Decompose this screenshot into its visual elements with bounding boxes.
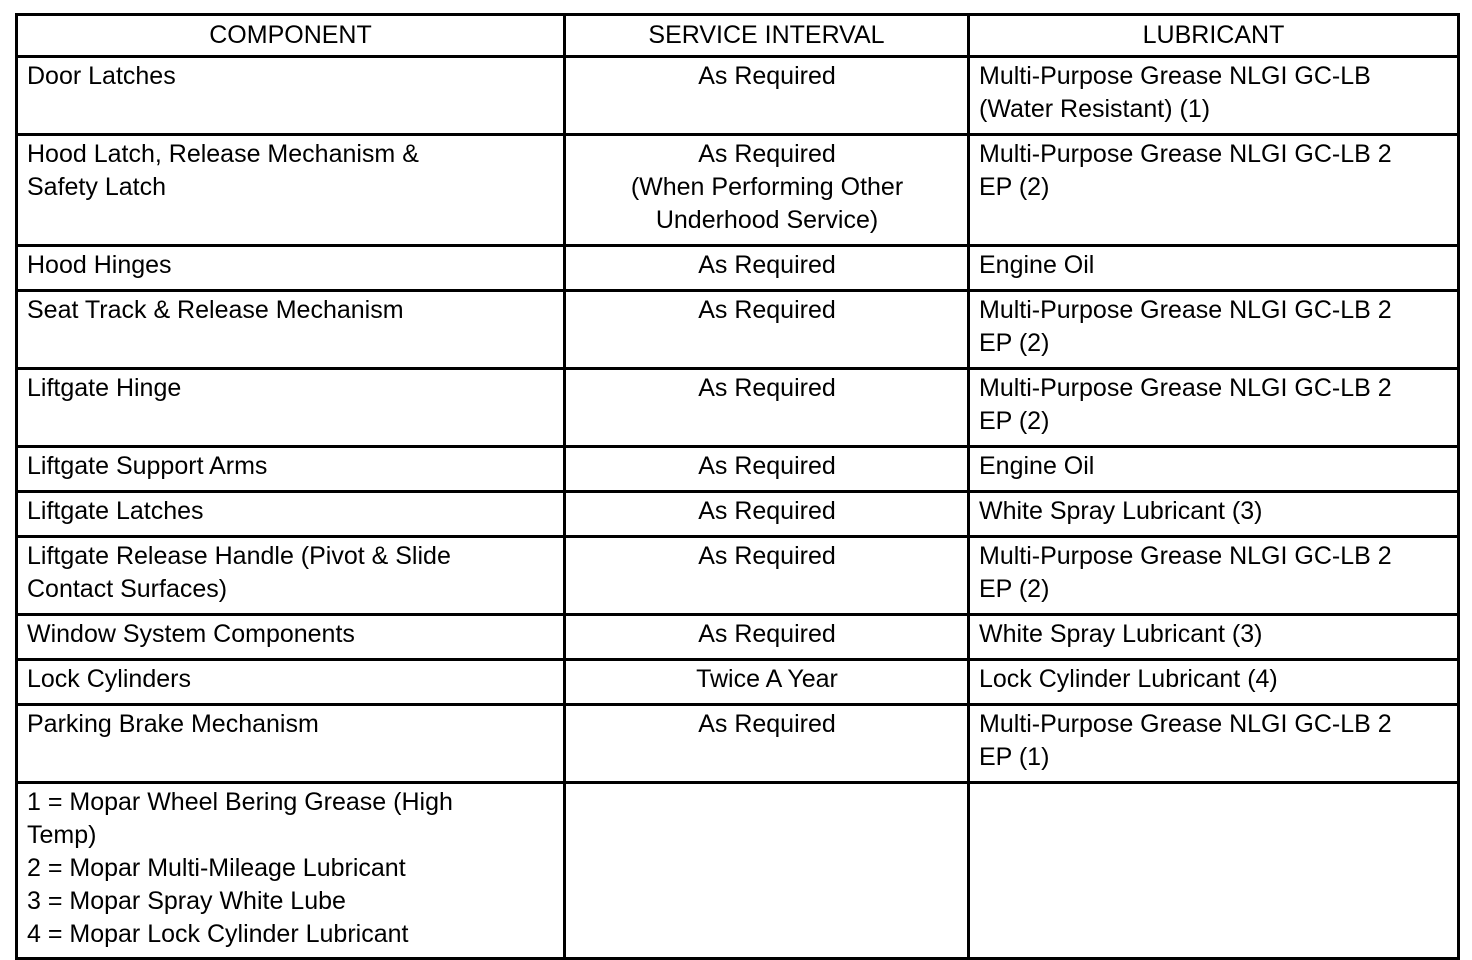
cell-line: As Required: [698, 140, 836, 168]
cell-line: Parking Brake Mechanism: [27, 710, 319, 738]
cell-line: Contact Surfaces): [27, 575, 228, 603]
footnote-line: 2 = Mopar Multi-Mileage Lubricant: [27, 854, 406, 882]
empty-cell: [565, 783, 969, 959]
footnote-line: 1 = Mopar Wheel Bering Grease (High: [27, 788, 453, 816]
cell-line: EP (2): [979, 329, 1050, 357]
lubricant-cell: [969, 660, 1459, 705]
cell-line: White Spray Lubricant (3): [979, 620, 1263, 648]
lubricant-cell: [969, 291, 1459, 369]
cell-line: Twice A Year: [696, 665, 838, 693]
interval-cell: [565, 705, 969, 783]
component-cell: [17, 615, 565, 660]
lubricant-cell: [969, 492, 1459, 537]
cell-line: EP (2): [979, 173, 1050, 201]
cell-line: Liftgate Hinge: [27, 374, 182, 402]
cell-line: EP (2): [979, 407, 1050, 435]
table-row: [17, 135, 1459, 246]
cell-line: Lock Cylinders: [27, 665, 191, 693]
component-cell: [17, 492, 565, 537]
cell-line: Engine Oil: [979, 251, 1095, 279]
interval-cell: [565, 135, 969, 246]
cell-line: Lock Cylinder Lubricant (4): [979, 665, 1278, 693]
footnote-line: 4 = Mopar Lock Cylinder Lubricant: [27, 920, 409, 948]
component-cell: [17, 660, 565, 705]
interval-cell: [565, 615, 969, 660]
footnotes-cell: [17, 783, 565, 959]
cell-line: Underhood Service): [655, 206, 879, 234]
component-cell: [17, 57, 565, 135]
interval-cell: [565, 246, 969, 291]
cell-line: As Required: [698, 296, 836, 324]
lubricant-cell: [969, 57, 1459, 135]
lubricant-cell: [969, 135, 1459, 246]
cell-line: As Required: [698, 374, 836, 402]
cell-line: As Required: [698, 542, 836, 570]
cell-line: Liftgate Latches: [27, 497, 204, 525]
cell-line: Seat Track & Release Mechanism: [27, 296, 404, 324]
table-row: [17, 246, 1459, 291]
component-cell: [17, 447, 565, 492]
table-row: [17, 660, 1459, 705]
lubricant-cell: [969, 537, 1459, 615]
cell-line: White Spray Lubricant (3): [979, 497, 1263, 525]
cell-line: Liftgate Release Handle (Pivot & Slide: [27, 542, 451, 570]
lubricant-cell: [969, 246, 1459, 291]
table-row: [17, 492, 1459, 537]
cell-line: EP (2): [979, 575, 1050, 603]
interval-cell: [565, 369, 969, 447]
component-cell: [17, 369, 565, 447]
footnote-line: Temp): [27, 821, 97, 849]
cell-line: Multi-Purpose Grease NLGI GC-LB 2: [979, 710, 1392, 738]
cell-line: Multi-Purpose Grease NLGI GC-LB: [979, 62, 1371, 90]
cell-line: Multi-Purpose Grease NLGI GC-LB 2: [979, 374, 1392, 402]
cell-line: As Required: [698, 452, 836, 480]
interval-cell: [565, 291, 969, 369]
interval-cell: [565, 660, 969, 705]
table-row: [17, 291, 1459, 369]
interval-cell: [565, 57, 969, 135]
header-row: [17, 15, 1459, 57]
cell-line: Multi-Purpose Grease NLGI GC-LB 2: [979, 542, 1392, 570]
cell-line: Hood Hinges: [27, 251, 172, 279]
lubricant-cell: [969, 705, 1459, 783]
lubricant-cell: [969, 369, 1459, 447]
table-row: [17, 369, 1459, 447]
cell-line: As Required: [698, 62, 836, 90]
component-cell: [17, 291, 565, 369]
interval-cell: [565, 537, 969, 615]
cell-line: Hood Latch, Release Mechanism &: [27, 140, 419, 168]
component-cell: [17, 246, 565, 291]
cell-line: As Required: [698, 710, 836, 738]
lubricant-cell: [969, 615, 1459, 660]
lubricant-cell: [969, 447, 1459, 492]
cell-line: Multi-Purpose Grease NLGI GC-LB 2: [979, 296, 1392, 324]
table-row: [17, 615, 1459, 660]
cell-line: (Water Resistant) (1): [979, 95, 1211, 123]
cell-line: As Required: [698, 497, 836, 525]
component-cell: [17, 135, 565, 246]
empty-cell: [969, 783, 1459, 959]
table-row: [17, 537, 1459, 615]
cell-line: Liftgate Support Arms: [27, 452, 268, 480]
lubrication-table: [15, 13, 1460, 960]
header-lubricant: LUBRICANT: [969, 15, 1459, 57]
cell-line: EP (1): [979, 743, 1050, 771]
component-cell: [17, 537, 565, 615]
cell-line: As Required: [698, 620, 836, 648]
cell-line: Window System Components: [27, 620, 355, 648]
table-row: [17, 57, 1459, 135]
table-row: [17, 447, 1459, 492]
footnote-line: 3 = Mopar Spray White Lube: [27, 887, 346, 915]
component-cell: [17, 705, 565, 783]
cell-line: Door Latches: [27, 62, 176, 90]
cell-line: As Required: [698, 251, 836, 279]
header-component: COMPONENT: [17, 15, 565, 57]
table-row: [17, 705, 1459, 783]
interval-cell: [565, 447, 969, 492]
cell-line: Safety Latch: [27, 173, 166, 201]
header-service-interval: SERVICE INTERVAL: [565, 15, 969, 57]
cell-line: (When Performing Other: [630, 173, 904, 201]
interval-cell: [565, 492, 969, 537]
cell-line: Engine Oil: [979, 452, 1095, 480]
footnotes-row: [17, 783, 1459, 959]
cell-line: Multi-Purpose Grease NLGI GC-LB 2: [979, 140, 1392, 168]
